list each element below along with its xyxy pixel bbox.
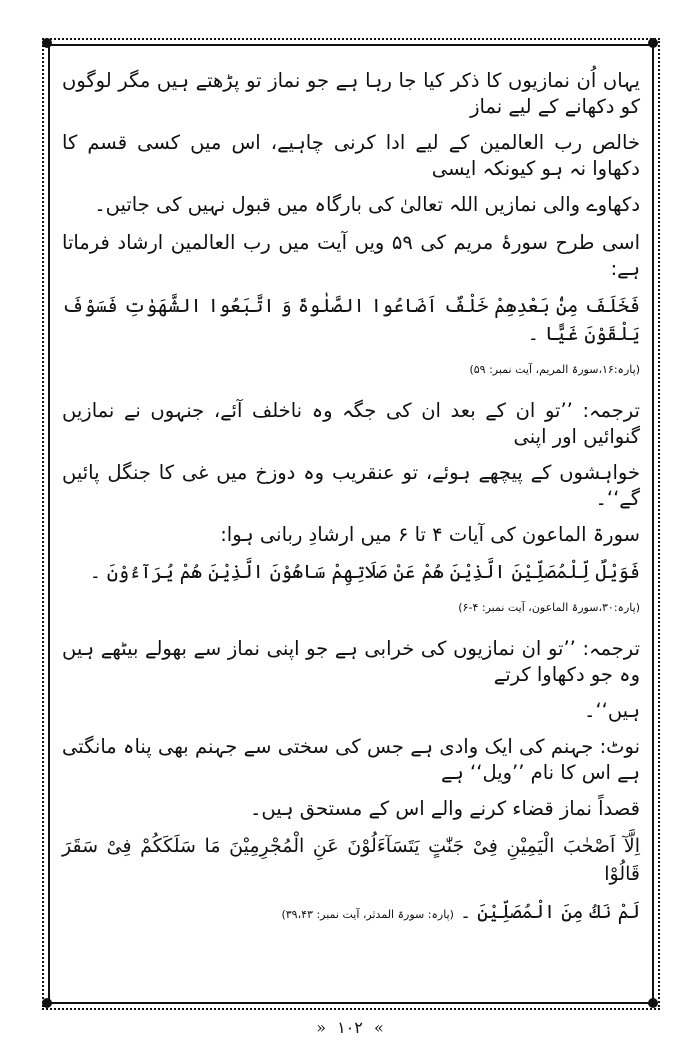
text-line: نوٹ: جہنم کی ایک وادی ہے جس کی سختی سے جہنم بھی پناہ مانگتی ہے اس کا نام ’’ویل‘‘ ہے <box>62 735 640 784</box>
bracket-left: « <box>316 1018 327 1037</box>
page-number <box>0 1018 700 1037</box>
text-line: دکھاوے والی نمازیں اللہ تعالیٰ کی بارگاہ میں قبول نہیں کی جاتیں۔ <box>94 193 640 216</box>
text-line: یہاں اُن نمازیوں کا ذکر کیا جا رہا ہے جو نماز تو پڑھتے ہیں مگر لوگوں کو دکھانے کے لیے نماز <box>62 69 640 118</box>
intro-maun: سورۃ الماعون کی آیات ۴ تا ۶ میں ارشادِ ربانی ہوا: <box>220 523 640 546</box>
border-ornament <box>42 38 52 48</box>
note <box>62 734 640 822</box>
page-content <box>62 68 640 998</box>
bracket-right: » <box>373 1018 384 1037</box>
translation-maryam <box>62 398 640 512</box>
paragraph-intro <box>62 68 640 218</box>
text-line: اِلَّآ اَصْحٰبَ الْیَمِیْنِ فِیْ جَنّٰتٍ یَتَسَآءَلُوْنَ عَنِ الْمُجْرِمِیْنَ مَا سَلَكَكُمْ فِیْ سَقَرَ قَالُوْا <box>62 835 640 885</box>
text-line <box>62 898 640 926</box>
text-line: خالص رب العالمین کے لیے ادا کرنی چاہیے، اس میں کسی قسم کا دکھاوا نہ ہو کیونکہ ایسی <box>62 131 640 180</box>
reference-maryam: (پارہ:۱۶،سورۃ المریم، آیت نمبر: ۵۹) <box>469 363 640 376</box>
intro-maryam: اسی طرح سورۂ مریم کی ۵۹ ویں آیت میں رب العالمین ارشاد فرماتا ہے: <box>62 231 640 280</box>
page-number-value: ۱۰۲ <box>337 1018 363 1037</box>
border-ornament <box>648 998 658 1008</box>
verse-end: لَمْ نَكُ مِنَ الْمُصَلِّیْنَ ۔ <box>459 901 640 923</box>
border-ornament <box>648 38 658 48</box>
text-line: ترجمہ: ’’تو ان کے بعد ان کی جگہ وہ ناخلف آئے، جنہوں نے نمازیں گنوائیں اور اپنی <box>62 399 640 448</box>
quran-verse-maun: فَوَیْلٌ لِّلْمُصَلِّیْنَ الَّذِیْنَ هُمْ عَنْ صَلَاتِهِمْ سَاهُوْنَ الَّذِیْنَ هُمْ یُرَآءُوْنَ ۔ <box>89 561 640 583</box>
translation-maun <box>62 636 640 724</box>
reference-maun: (پارہ:۳۰،سورۃ الماعون، آیت نمبر: ۴-۶) <box>458 601 640 614</box>
quran-verse-maryam: فَخَلَفَ مِنْۢ بَعْدِهِمْ خَلْفٌ اَضَاعُوا الصَّلٰوةَ وَ اتَّبَعُوا الشَّهَوٰتِ فَسَوْفَ یَلْقَوْنَ غَیًّا ۔ <box>62 295 640 345</box>
text-line: ہیں‘‘۔ <box>584 699 640 722</box>
text-line: قصداً نماز قضاء کرنے والے اس کے مستحق ہیں۔ <box>249 797 640 820</box>
text-line: خواہشوں کے پیچھے ہوئے، تو عنقریب وہ دوزخ میں غی کا جنگل پائیں گے‘‘۔ <box>62 461 640 510</box>
reference-muddaththir: (پارہ: سورۃ المدثر، آیت نمبر: ۳۹،۴۳) <box>281 908 454 921</box>
border-ornament <box>42 998 52 1008</box>
text-line: ترجمہ: ’’تو ان نمازیوں کی خرابی ہے جو اپنی نماز سے بھولے بیٹھے ہیں وہ جو دکھاوا کرتے <box>62 637 640 686</box>
quran-verse-muddaththir <box>62 832 640 926</box>
